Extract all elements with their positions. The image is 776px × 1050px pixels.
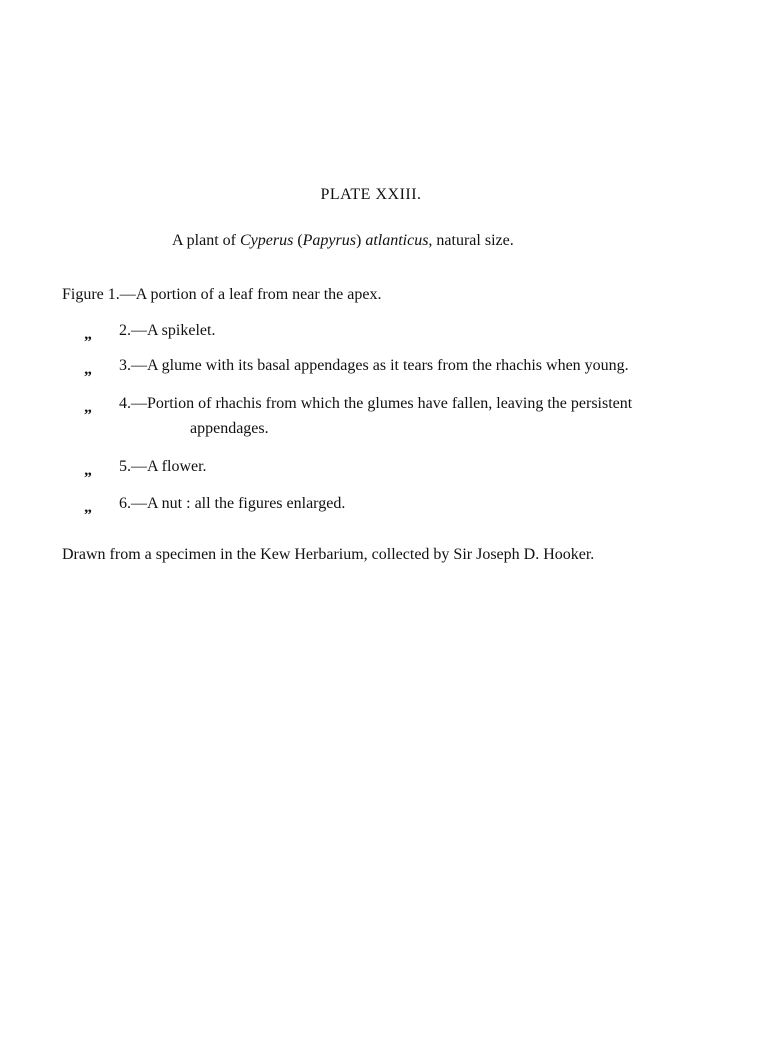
ditto-mark: „	[84, 326, 92, 343]
figure-2-description: 2.—A spikelet.	[119, 322, 216, 339]
caption-prefix: A plant of	[172, 232, 240, 249]
caption-suffix: natural size.	[432, 232, 514, 249]
figure-5-description: 5.—A flower.	[119, 458, 207, 475]
ditto-mark: „	[84, 361, 92, 378]
specimen-credit: Drawn from a specimen in the Kew Herbarium, collected by Sir Joseph D. Hooker.	[62, 546, 595, 563]
figure-6-description: 6.—A nut : all the figures enlarged.	[119, 495, 346, 512]
ditto-mark: „	[84, 399, 92, 416]
figure-3-description: 3.—A glume with its basal appendages as it tears from the rhachis when young.	[119, 357, 629, 374]
figure-4-continuation: appendages.	[190, 420, 269, 437]
plate-title: PLATE XXIII.	[320, 186, 422, 203]
plate-caption	[172, 232, 514, 250]
caption-open-paren: (	[293, 232, 303, 249]
caption-close-paren: )	[355, 232, 366, 249]
caption-genus: Cyperus	[240, 232, 294, 249]
figure-4-description: 4.—Portion of rhachis from which the glumes have fallen, leaving the persistent	[119, 395, 633, 412]
ditto-mark: „	[84, 499, 92, 516]
caption-subgenus: Papyrus	[302, 232, 356, 249]
caption-species: atlanticus,	[365, 232, 433, 249]
figure-1-description: Figure 1.—A portion of a leaf from near the apex.	[62, 286, 382, 303]
ditto-mark: „	[84, 462, 92, 479]
